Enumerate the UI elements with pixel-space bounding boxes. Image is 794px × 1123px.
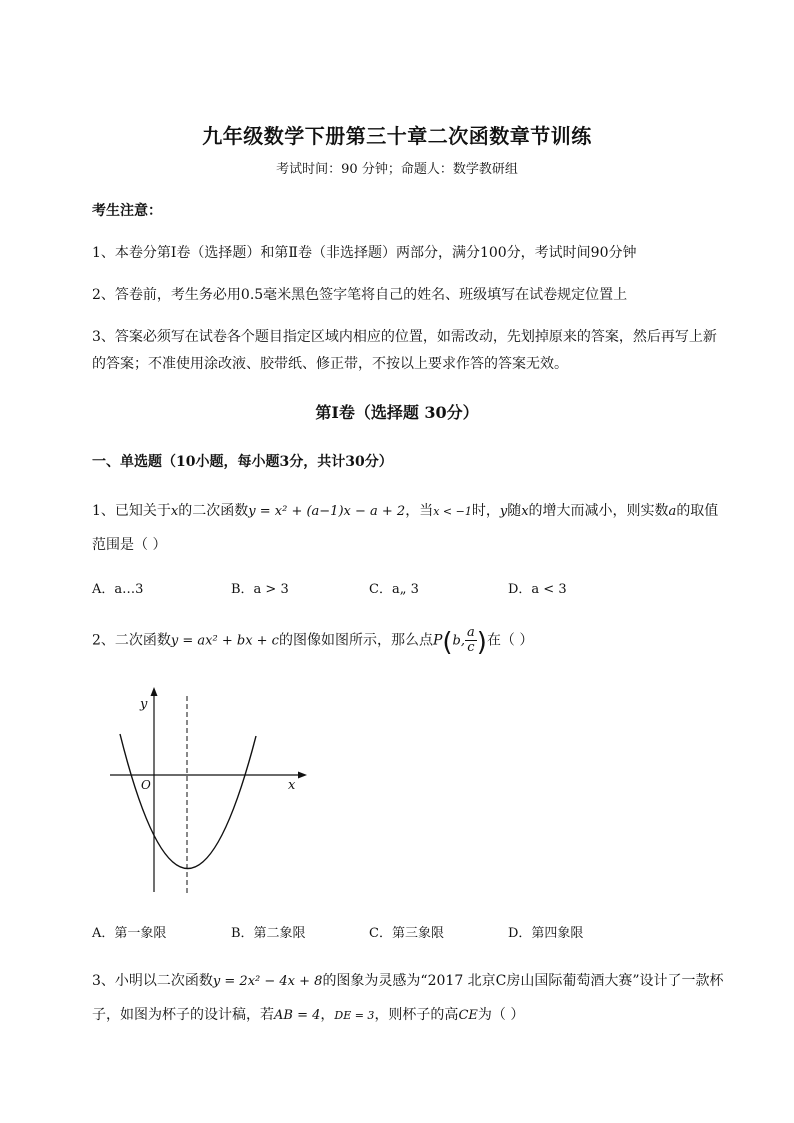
- page-title: 九年级数学下册第三十章二次函数章节训练: [202, 124, 592, 148]
- question-3-line2: [92, 1004, 524, 1024]
- q1-text: 时，: [471, 503, 500, 519]
- q2-point-label: P: [432, 632, 443, 649]
- q1-text: 的二次函数: [178, 503, 249, 519]
- notice-item-2: 2、答卷前，考生务必用0.5毫米黑色签字笔将自己的姓名、班级填写在试卷规定位置上: [92, 287, 628, 303]
- q1-text: 1、已知关于: [92, 503, 171, 519]
- q3-text: 为（ ）: [477, 1007, 525, 1023]
- parabola-graph: [104, 682, 314, 902]
- q3-text: 的图象为灵感为“2017 北京C房山国际葡萄酒大赛”设计了一款杯: [322, 973, 724, 989]
- q2-option-b[interactable]: B．第二象限: [231, 926, 306, 941]
- q2-frac-den: c: [467, 640, 475, 655]
- q1-var-x: x: [170, 504, 179, 519]
- q2-function: y = ax² + bx + c: [170, 633, 279, 649]
- q1-text: 的取值: [676, 503, 719, 519]
- notice-item-3: 3、答案必须写在试卷各个题目指定区域内相应的位置，如需改动，先划掉原来的答案，然后再写上新: [92, 329, 717, 345]
- q1-text: 随: [507, 503, 522, 519]
- q3-text: ，则杯子的高: [374, 1007, 459, 1023]
- q1-text: ，当: [405, 503, 434, 519]
- q1-option-d[interactable]: D．a < 3: [508, 582, 567, 597]
- notice-heading: 考生注意：: [92, 203, 162, 219]
- q1-var-x2: x: [521, 504, 529, 519]
- q1-line2: 范围是（ ）: [92, 537, 167, 553]
- q2-close-paren: ): [476, 627, 487, 658]
- q1-condition: x < −1: [433, 505, 472, 518]
- q2-open-paren: (: [442, 627, 453, 658]
- q2-comma: ,: [460, 633, 466, 649]
- q3-function: y = 2x² − 4x + 8: [212, 974, 323, 989]
- question-3: [92, 970, 724, 990]
- q1-var-y: y: [499, 504, 508, 519]
- q2-option-d[interactable]: D．第四象限: [508, 926, 584, 941]
- q2-text: 2、二次函数: [92, 632, 171, 649]
- q3-de: DE = 3: [334, 1009, 375, 1022]
- q3-text: ，: [320, 1007, 335, 1023]
- q2-point-b: b: [452, 633, 461, 649]
- q3-ce: CE: [458, 1008, 478, 1023]
- section-title: 第Ⅰ卷（选择题 30分）: [315, 403, 479, 422]
- origin-label: O: [141, 778, 151, 792]
- notice-item-3-cont: 的答案；不准使用涂改液、胶带纸、修正带，不按以上要求作答的答案无效。: [92, 356, 568, 372]
- q2-frac-num: a: [467, 625, 475, 640]
- q2-option-c[interactable]: C．第三象限: [369, 926, 444, 941]
- x-axis-label: x: [288, 778, 296, 793]
- q3-text: 3、小明以二次函数: [92, 973, 213, 989]
- parabola-curve: [120, 734, 256, 869]
- question-1: [92, 500, 718, 520]
- q2-text: 的图像如图所示，那么点: [278, 632, 433, 649]
- q1-var-a: a: [668, 504, 677, 519]
- q1-option-c[interactable]: C．a„ 3: [369, 582, 419, 597]
- q3-text: 子，如图为杯子的设计稿，若: [92, 1007, 274, 1023]
- notice-item-1: 1、本卷分第Ⅰ卷（选择题）和第Ⅱ卷（非选择题）两部分，满分100分，考试时间90分钟: [92, 245, 637, 261]
- q1-function: y = x² + (a−1)x − a + 2: [248, 504, 406, 519]
- q2-fraction: [465, 626, 477, 655]
- y-axis-label: y: [140, 697, 148, 712]
- q2-option-a[interactable]: A．第一象限: [92, 926, 167, 941]
- q2-text: 在（ ）: [486, 632, 534, 649]
- q1-text: 的增大而减小，则实数: [528, 503, 669, 519]
- exam-info: 考试时间：90 分钟；命题人：数学教研组: [276, 162, 518, 177]
- question-2: [92, 626, 533, 658]
- q3-ab: AB = 4: [274, 1008, 321, 1023]
- q1-option-a[interactable]: A．a…3: [92, 582, 144, 597]
- q1-option-b[interactable]: B．a > 3: [231, 582, 289, 597]
- y-axis-arrow: [151, 687, 158, 696]
- part-heading: 一、单选题（10小题，每小题3分，共计30分）: [92, 454, 393, 470]
- x-axis-arrow: [298, 772, 307, 779]
